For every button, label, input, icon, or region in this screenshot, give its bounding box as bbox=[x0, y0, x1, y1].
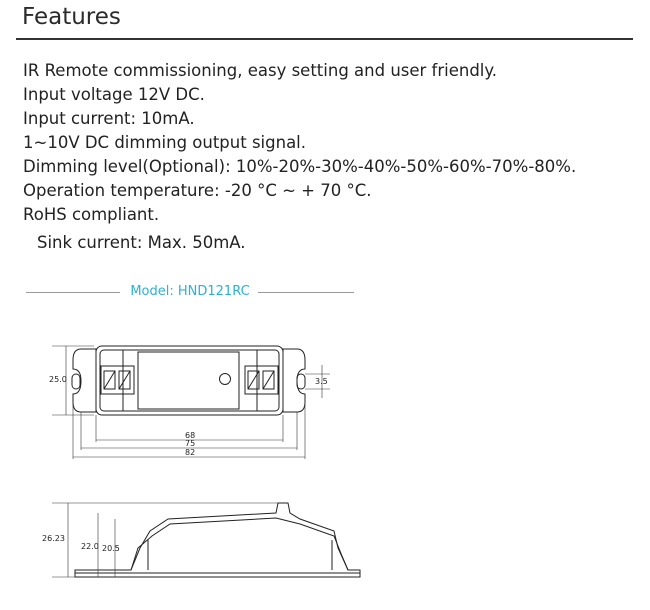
left-terminal-block bbox=[101, 366, 134, 394]
model-label: Model: HND121RC bbox=[130, 284, 250, 299]
left-terminal-screw-2 bbox=[119, 371, 130, 389]
inner-length-value: 68 bbox=[185, 431, 196, 440]
feature-item: Dimming level(Optional): 10%-20%-30%-40%-50%-60%-70%-80%. bbox=[23, 157, 577, 176]
right-mounting-slot bbox=[297, 374, 305, 389]
feature-item: Input voltage 12V DC. bbox=[23, 85, 205, 104]
feature-item: IR Remote commissioning, easy setting and user friendly. bbox=[23, 61, 498, 80]
feature-item: RoHS compliant. bbox=[23, 205, 160, 224]
right-terminal-block bbox=[245, 366, 278, 394]
center-panel bbox=[138, 352, 239, 409]
body-height-value: 22.0 bbox=[81, 542, 99, 551]
ir-receiver-window bbox=[220, 374, 231, 385]
overall-height-value: 26.23 bbox=[42, 534, 65, 543]
side-view bbox=[75, 503, 360, 577]
left-terminal-screw-1 bbox=[104, 371, 115, 389]
overall-length-value: 82 bbox=[185, 448, 196, 457]
housing-inner-edge bbox=[100, 350, 279, 411]
feature-item: Input current: 10mA. bbox=[23, 109, 195, 128]
housing-side-inner bbox=[131, 518, 348, 570]
hole-length-value: 75 bbox=[185, 439, 196, 448]
top-view bbox=[72, 346, 305, 415]
side-view-dimensions bbox=[52, 503, 278, 577]
height-value: 25.0 bbox=[49, 375, 67, 384]
feature-item: 1~10V DC dimming output signal. bbox=[23, 133, 307, 152]
inner-height-value: 20.5 bbox=[102, 544, 120, 553]
features-heading: Features bbox=[22, 4, 121, 30]
housing-side-outline bbox=[75, 503, 360, 577]
right-mounting-flange bbox=[283, 349, 305, 412]
left-mounting-slot bbox=[72, 374, 80, 389]
left-mounting-flange bbox=[73, 349, 96, 412]
feature-item: Operation temperature: -20 °C ~ + 70 °C. bbox=[23, 181, 372, 200]
sink-current-text: Sink current: Max. 50mA. bbox=[37, 233, 246, 252]
right-terminal-screw-2 bbox=[263, 371, 274, 389]
pitch-value: 3.5 bbox=[315, 377, 328, 386]
